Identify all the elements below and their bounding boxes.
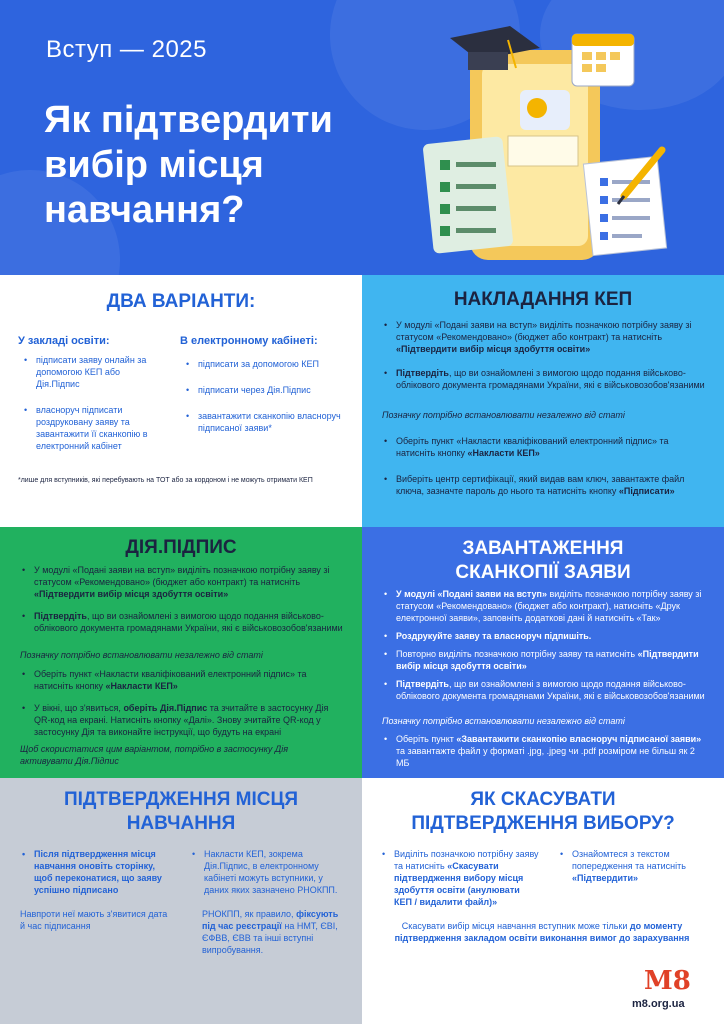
footnote: *лише для вступників, які перебувають на ТОТ або за кордоном і не можуть отримати КЕП xyxy=(18,477,313,484)
calendar-icon xyxy=(572,34,634,86)
list-item: • підписати через Дія.Підпис xyxy=(184,384,354,396)
list-item: • У вікні, що з'явиться, оберіть Дія.Підпис та зчитайте в застосунку Дія QR-код на екрані. Натисніть кнопку «Далі». Знову зчитайте QR-код у застосунку Дія та виконайте інструкції, що будуть на екрані xyxy=(20,702,346,738)
list-item: • Оберіть пункт «Завантажити сканкопію власноруч підписаної заяви» та завантажте файл у форматі .jpg, .jpeg чи .pdf розміром не більш як 2 МБ xyxy=(382,733,710,769)
section-heading: ЯК СКАСУВАТИ ПІДТВЕРДЖЕННЯ ВИБОРУ? xyxy=(411,789,675,834)
step-list xyxy=(382,435,710,497)
column-title: В електронному кабінеті: xyxy=(180,335,318,347)
list-item: • Підтвердіть, що ви ознайомлені з вимогою щодо подання військово-облікового документа громадянами України, які є військовозобов'язаними xyxy=(20,610,346,634)
list-item: • У модулі «Подані заяви на вступ» виділіть позначкою потрібну заяву зі статусом «Рекомендовано» (бюджет або контракт) та натисніть «Підтвердити вибір місця здобуття освіти» xyxy=(382,319,710,355)
section-two-options xyxy=(0,275,362,527)
list-item: • підписати заяву онлайн за допомогою КЕП або Дія.Підпис xyxy=(22,354,162,390)
section-heading: ПІДТВЕРДЖЕННЯ МІСЦЯ НАВЧАННЯ xyxy=(63,789,299,834)
m8-logo: M8 xyxy=(644,966,691,996)
list-item: • підписати за допомогою КЕП xyxy=(184,358,354,370)
list-item: • У модулі «Подані заяви на вступ» виділіть позначкою потрібну заяву зі статусом «Рекомендовано» (бюджет або контракт) та натисніть «Підтвердити вибір місця здобуття освіти» xyxy=(20,564,346,600)
option-list xyxy=(184,358,354,434)
list-item: • власноруч підписати роздруковану заяву та завантажити її сканкопію в електронний кабінет xyxy=(22,404,162,452)
list-item: • Оберіть пункт «Накласти кваліфікований електронний підпис» та натисніть кнопку «Накласти КЕП» xyxy=(20,668,346,692)
list-item: • Підтвердіть, що ви ознайомлені з вимогою щодо подання військово-облікового документа громадянами України, які є військовозобов'язаними xyxy=(382,367,710,391)
section-kep-signing xyxy=(362,275,724,527)
list-item: • Після підтвердження місця навчання оновіть сторінку, щоб переконатися, що заяву успішно підписано xyxy=(20,848,170,896)
list-item: • Виділіть позначкою потрібну заяву та натисніть «Скасувати підтвердження вибору місця здобуття освіти (анулювати КЕП / видалити файл)» xyxy=(380,848,540,908)
option-list xyxy=(22,354,162,452)
footer-note: Щоб скористатися цим варіантом, потрібно в застосунку Дія активувати Дія.Підпис xyxy=(20,744,289,766)
section-heading: ЗАВАНТАЖЕННЯ СКАНКОПІЇ ЗАЯВИ xyxy=(455,538,631,583)
section-heading: ДІЯ.ПІДПИС xyxy=(125,537,237,558)
column-title: У закладі освіти: xyxy=(18,335,110,347)
list-item: • Роздрукуйте заяву та власноруч підпишіть. xyxy=(382,630,710,642)
section-heading: ДВА ВАРІАНТИ: xyxy=(106,291,256,312)
site-link[interactable]: m8.org.ua xyxy=(632,998,685,1010)
section-diia-signature xyxy=(0,527,362,778)
step-list xyxy=(558,848,708,884)
note: Навпроти неї мають з'явитися дата й час підписання xyxy=(20,909,168,931)
note: РНОКПП, як правило, фіксують під час реєстрації на НМТ, ЄВІ, ЄФВВ, ЄВВ та інші вступні випробування. xyxy=(202,909,339,955)
tip-list xyxy=(190,848,348,896)
list-item: • У модулі «Подані заяви на вступ» виділіть позначкою потрібну заяву зі статусом «Рекомендовано» (бюджет або контракт), натисніть «Друк електронної заяви», заповніть додаткові дані й натисніть «Так» xyxy=(382,588,710,624)
section-confirm-place xyxy=(0,778,362,1024)
step-list xyxy=(382,588,710,702)
footer-note: Скасувати вибір місця навчання вступник може тільки до моменту підтвердження закладом освіти виконання вимог до зарахування xyxy=(394,921,690,943)
document-sheet-icon xyxy=(583,156,666,255)
step-list xyxy=(382,319,710,391)
checklist-card xyxy=(422,136,513,254)
step-list xyxy=(382,733,710,769)
section-upload-scan xyxy=(362,527,724,778)
phone-illustration xyxy=(410,20,710,270)
step-list xyxy=(20,668,346,738)
page-title: Як підтвердити вибір місця навчання? xyxy=(44,99,333,231)
list-item: • Повторно виділіть позначкою потрібну заяву та натисніть «Підтвердити вибір місця здобуття освіти» xyxy=(382,648,710,672)
note: Позначку потрібно встановлювати незалежно від статі xyxy=(382,410,625,420)
step-list xyxy=(380,848,540,908)
header-banner xyxy=(0,0,724,275)
note: Позначку потрібно встановлювати незалежно від статі xyxy=(382,716,625,726)
list-item: • завантажити сканкопію власноруч підписаної заяви* xyxy=(184,410,354,434)
step-list xyxy=(20,564,346,634)
list-item: • Ознайомтеся з текстом попередження та натисніть «Підтвердити» xyxy=(558,848,708,884)
section-heading: НАКЛАДАННЯ КЕП xyxy=(453,289,633,310)
section-cancel-confirmation xyxy=(362,778,724,1024)
note: Позначку потрібно встановлювати незалежно від статі xyxy=(20,650,263,660)
list-item: • Оберіть пункт «Накласти кваліфікований електронний підпис» та натисніть кнопку «Накласти КЕП» xyxy=(382,435,710,459)
list-item: • Підтвердіть, що ви ознайомлені з вимогою щодо подання військово-облікового документа громадянами України, які є військовозобов'язаними xyxy=(382,678,710,702)
list-item: • Накласти КЕП, зокрема Дія.Підпис, в електронному кабінеті можуть вступники, у даних яких зазначено РНОКПП. xyxy=(190,848,348,896)
list-item: • Виберіть центр сертифікації, який видав вам ключ, завантажте файл ключа, зазначте пароль до нього та натисніть кнопку «Підписати» xyxy=(382,473,710,497)
tip-list xyxy=(20,848,170,896)
header-subtitle: Вступ — 2025 xyxy=(46,36,207,63)
